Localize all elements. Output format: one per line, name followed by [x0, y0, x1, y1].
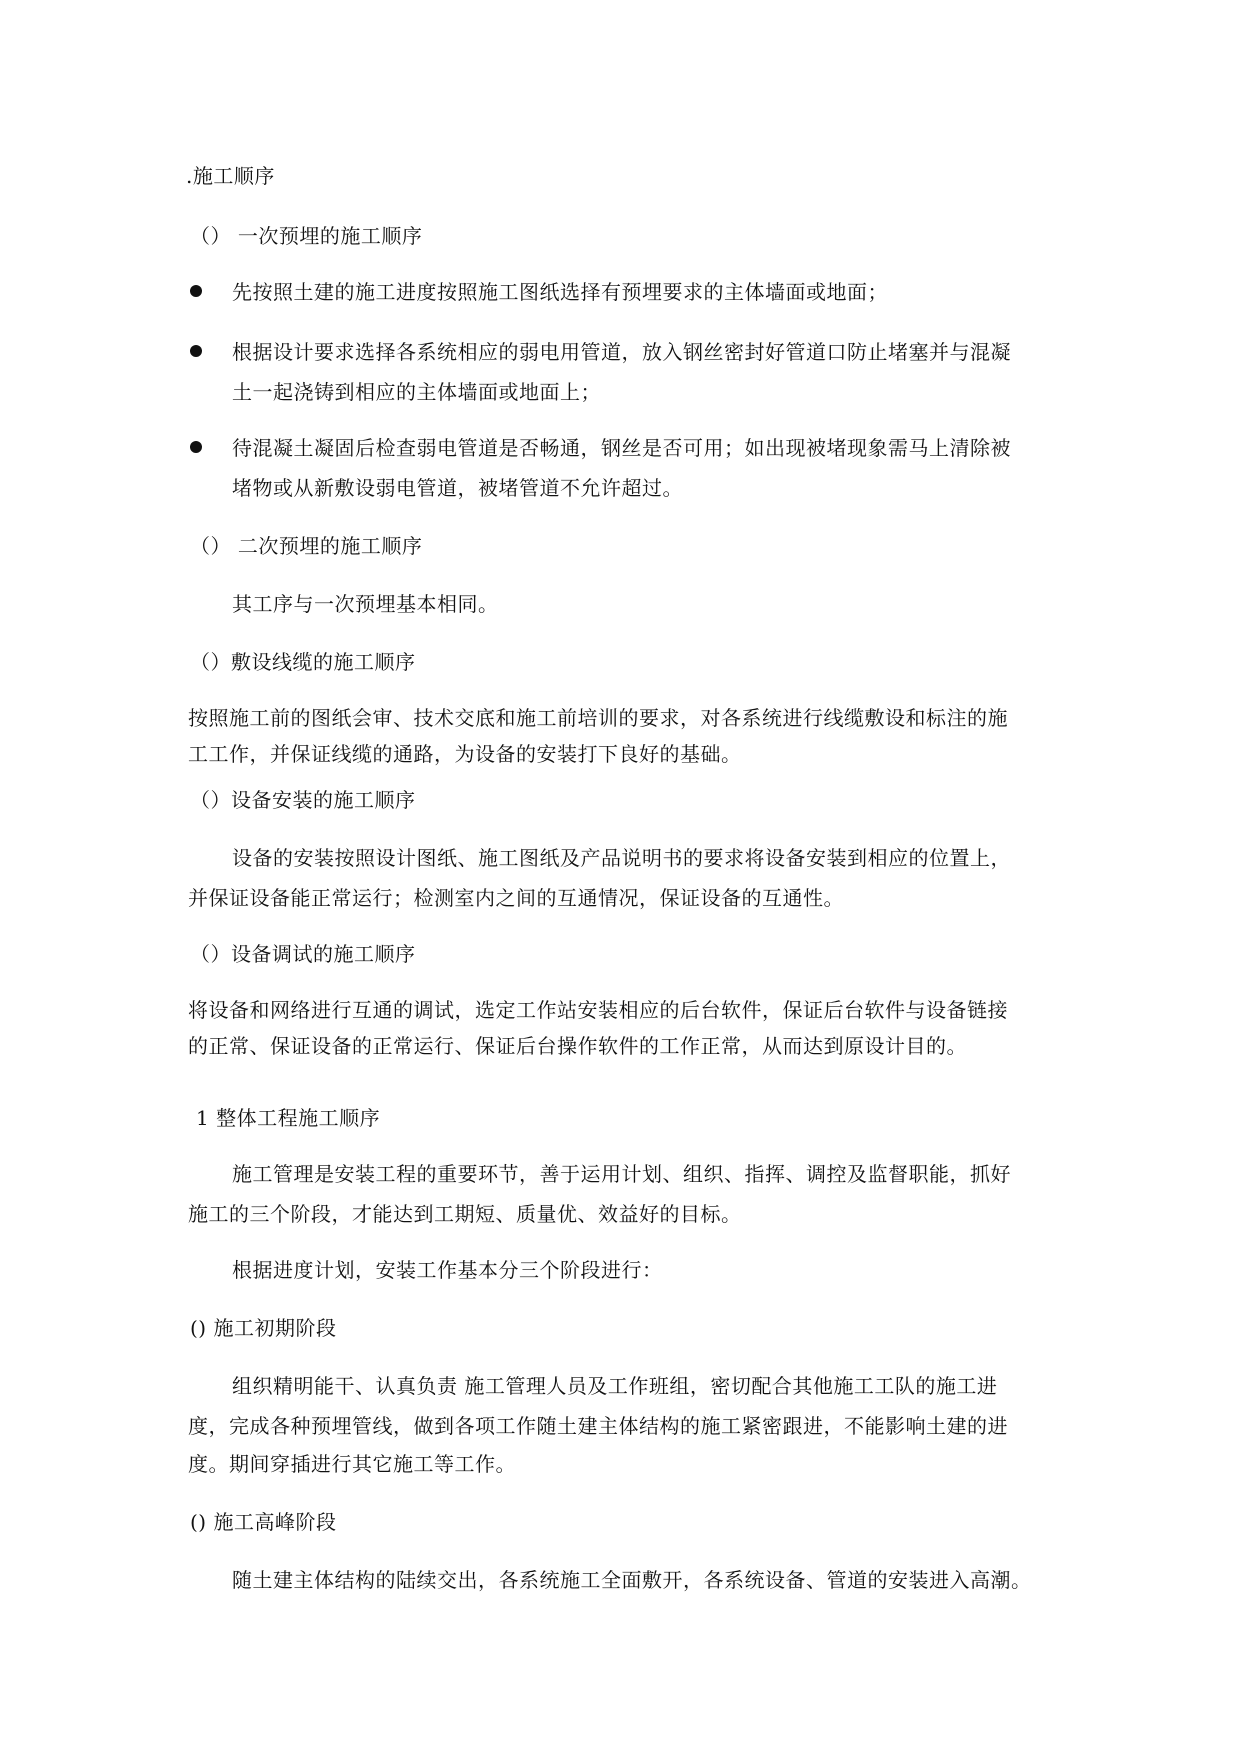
paragraph: 将设备和网络进行互通的调试，选定工作站安装相应的后台软件，保证后台软件与设备链接	[188, 998, 1008, 1022]
bullet-text: 待混凝土凝固后检查弱电管道是否畅通，钢丝是否可用；如出现被堵现象需马上清除被	[232, 436, 1011, 460]
bullet-icon	[190, 285, 202, 297]
paragraph: 设备的安装按照设计图纸、施工图纸及产品说明书的要求将设备安装到相应的位置上，	[232, 846, 1011, 870]
section-heading-overall: 1 整体工程施工顺序	[196, 1106, 381, 1130]
paragraph: 其工序与一次预埋基本相同。	[232, 592, 499, 616]
paragraph-continued: 的正常、保证设备的正常运行、保证后台操作软件的工作正常，从而达到原设计目的。	[188, 1034, 967, 1058]
paragraph: 组织精明能干、认真负责 施工管理人员及工作班组，密切配合其他施工工队的施工进	[232, 1374, 998, 1398]
paragraph-continued: 并保证设备能正常运行；检测室内之间的互通情况，保证设备的互通性。	[188, 886, 844, 910]
subsection-heading-cable-laying: （）敷设线缆的施工顺序	[190, 650, 416, 674]
paragraph-continued: 度。期间穿插进行其它施工等工作。	[188, 1452, 516, 1476]
subsection-heading-equipment-debug: （）设备调试的施工顺序	[190, 942, 416, 966]
stage-heading-initial: () 施工初期阶段	[190, 1316, 337, 1340]
paragraph: 根据进度计划，安装工作基本分三个阶段进行：	[232, 1258, 663, 1282]
section-title: .施工顺序	[186, 164, 275, 188]
subsection-heading-equipment-install: （）设备安装的施工顺序	[190, 788, 416, 812]
paragraph-continued: 工工作，并保证线缆的通路，为设备的安装打下良好的基础。	[188, 742, 742, 766]
bullet-text: 先按照土建的施工进度按照施工图纸选择有预埋要求的主体墙面或地面；	[232, 280, 888, 304]
stage-heading-peak: () 施工高峰阶段	[190, 1510, 337, 1534]
bullet-text-continued: 堵物或从新敷设弱电管道，被堵管道不允许超过。	[232, 476, 683, 500]
subsection-heading-primary-embedding: （） 一次预埋的施工顺序	[190, 224, 423, 248]
bullet-text: 根据设计要求选择各系统相应的弱电用管道，放入钢丝密封好管道口防止堵塞并与混凝	[232, 340, 1011, 364]
subsection-heading-secondary-embedding: （） 二次预埋的施工顺序	[190, 534, 423, 558]
paragraph: 随土建主体结构的陆续交出，各系统施工全面敷开，各系统设备、管道的安装进入高潮。	[232, 1568, 1032, 1592]
bullet-icon	[190, 441, 202, 453]
paragraph-continued: 施工的三个阶段，才能达到工期短、质量优、效益好的目标。	[188, 1202, 742, 1226]
paragraph-continued: 度，完成各种预埋管线，做到各项工作随土建主体结构的施工紧密跟进，不能影响土建的进	[188, 1414, 1008, 1438]
paragraph: 按照施工前的图纸会审、技术交底和施工前培训的要求，对各系统进行线缆敷设和标注的施	[188, 706, 1008, 730]
bullet-icon	[190, 345, 202, 357]
paragraph: 施工管理是安装工程的重要环节，善于运用计划、组织、指挥、调控及监督职能，抓好	[232, 1162, 1011, 1186]
bullet-text-continued: 土一起浇铸到相应的主体墙面或地面上；	[232, 380, 601, 404]
